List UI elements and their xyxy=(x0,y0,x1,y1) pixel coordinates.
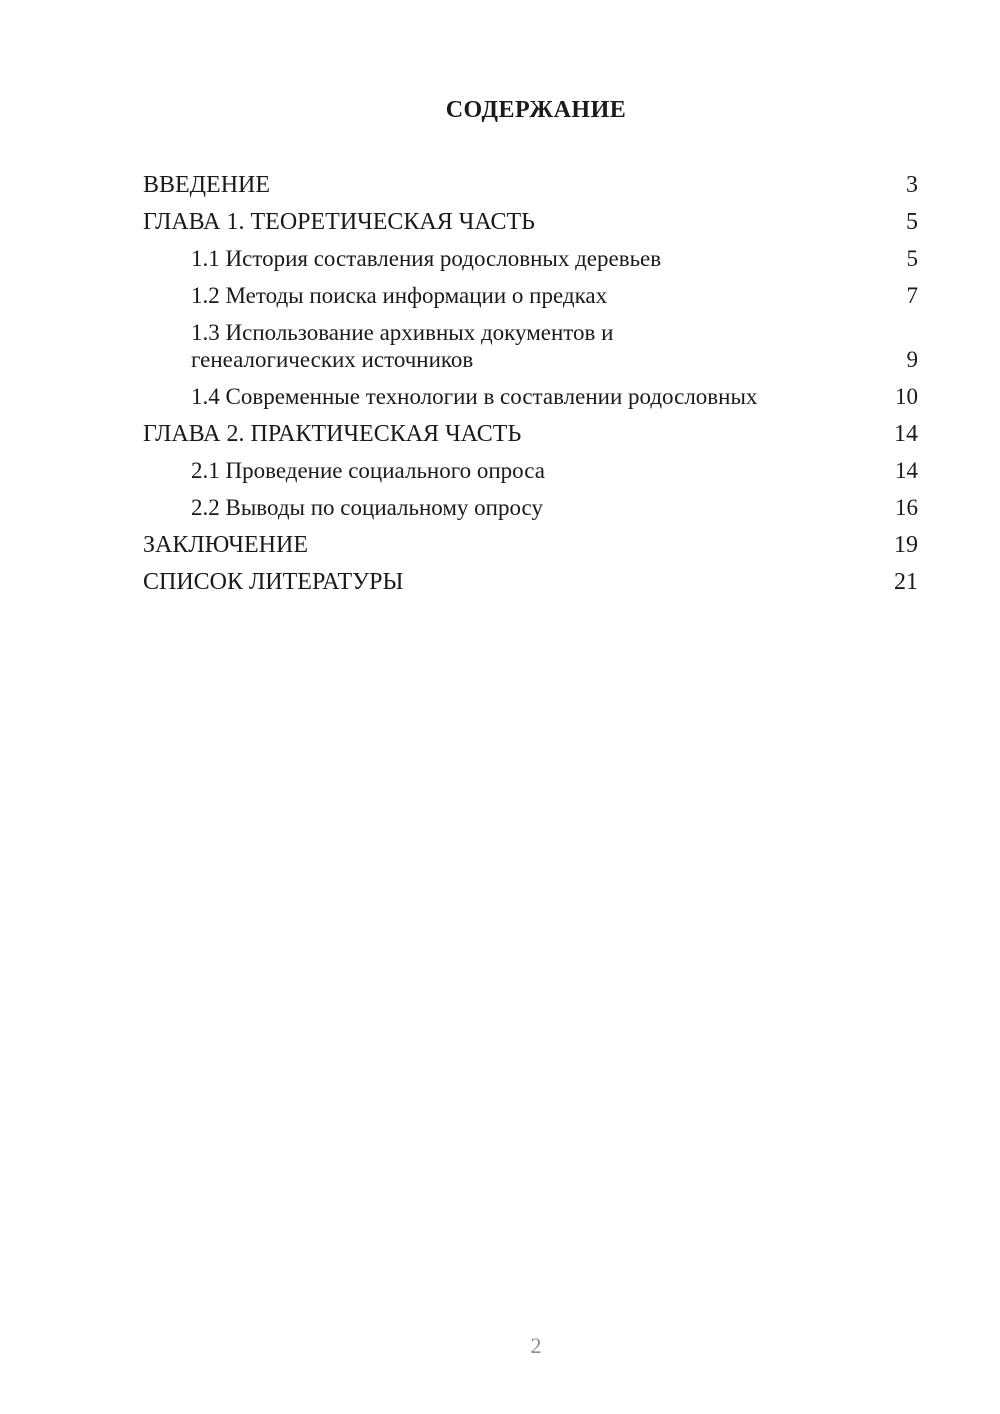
toc-entry-introduction[interactable] xyxy=(143,166,918,203)
toc-entry-page: 21 xyxy=(894,568,918,595)
toc-entry-text: 1.3 Использование архивных документов и генеалогических источников xyxy=(191,320,614,372)
toc-entry-chapter-2[interactable] xyxy=(143,415,918,452)
toc-entry-text: ЗАКЛЮЧЕНИЕ xyxy=(143,531,308,558)
toc-entry-page: 3 xyxy=(906,171,918,198)
toc-entry-text: ГЛАВА 1. ТЕОРЕТИЧЕСКАЯ ЧАСТЬ xyxy=(143,208,535,235)
toc-entry-section-2-2[interactable] xyxy=(143,489,918,526)
toc-entry-text: ВВЕДЕНИЕ xyxy=(143,171,271,198)
toc-entry-section-2-1[interactable] xyxy=(143,452,918,489)
toc-entry-references[interactable] xyxy=(143,563,918,600)
toc-entry-text: 2.1 Проведение социального опроса xyxy=(191,457,545,483)
toc-entry-page: 14 xyxy=(895,457,918,483)
toc-entry-text: 1.2 Методы поиска информации о предках xyxy=(191,282,608,308)
toc-entry-text: СПИСОК ЛИТЕРАТУРЫ xyxy=(143,568,404,595)
toc-entry-text: 1.4 Современные технологии в составлении родословных xyxy=(191,383,758,409)
toc-entry-page: 10 xyxy=(895,383,918,409)
toc-entry-section-1-1[interactable] xyxy=(143,240,918,277)
toc-entry-page: 19 xyxy=(894,531,918,558)
toc-title: СОДЕРЖАНИЕ xyxy=(445,97,627,123)
toc-entry-page: 9 xyxy=(906,347,918,372)
toc-entry-text: ГЛАВА 2. ПРАКТИЧЕСКАЯ ЧАСТЬ xyxy=(143,420,522,447)
toc-entry-chapter-1[interactable] xyxy=(143,203,918,240)
toc-entry-page: 5 xyxy=(906,208,918,235)
toc-entry-page: 14 xyxy=(894,420,918,447)
toc-entry-section-1-4[interactable] xyxy=(143,378,918,415)
toc-entry-page: 16 xyxy=(895,494,918,520)
toc-entry-text: 2.2 Выводы по социальному опросу xyxy=(191,494,543,520)
toc-entry-section-1-2[interactable] xyxy=(143,277,918,314)
table-of-contents xyxy=(143,166,918,600)
toc-entry-conclusion[interactable] xyxy=(143,526,918,563)
toc-entry-text: 1.1 История составления родословных деревьев xyxy=(191,245,662,271)
page-number: 2 xyxy=(530,1333,542,1358)
toc-entry-page: 7 xyxy=(906,282,918,308)
toc-entry-section-1-3[interactable] xyxy=(143,314,918,378)
toc-entry-page: 5 xyxy=(906,245,918,271)
